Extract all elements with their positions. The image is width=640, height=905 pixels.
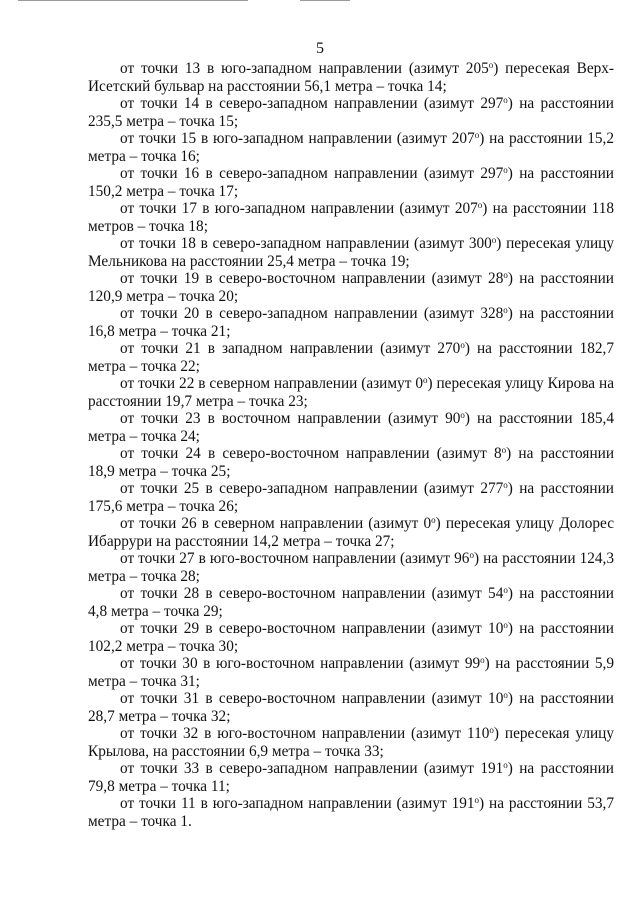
paragraph-point-17: от точки 17 в юго-западном направлении (азимут 207$^o$) на расстоянии 118 метров – точка 18; [88,200,614,235]
paragraph-point-25: от точки 25 в северо-западном направлении (азимут 277$^o$) на расстоянии 175,6 метра – точка 26; [88,480,614,515]
paragraph-point-27: от точки 27 в юго-восточном направлении (азимут 96$^o$) на расстоянии 124,3 метра – точка 28; [88,550,614,585]
paragraph-point-20: от точки 20 в северо-западном направлении (азимут 328$^o$) на расстоянии 16,8 метра – точка 21; [88,305,614,340]
paragraph-point-23: от точки 23 в восточном направлении (азимут 90$^o$) на расстоянии 185,4 метра – точка 24; [88,410,614,445]
document-body [88,60,614,830]
paragraph-point-21: от точки 21 в западном направлении (азимут 270$^o$) на расстоянии 182,7 метра – точка 22; [88,340,614,375]
paragraph-point-14: от точки 14 в северо-западном направлении (азимут 297$^o$) на расстоянии 235,5 метра – точка 15; [88,95,614,130]
paragraph-point-32: от точки 32 в юго-восточном направлении (азимут 110$^o$) пересекая улицу Крылова, на расстоянии 6,9 метра – точка 33; [88,725,614,760]
paragraph-point-30: от точки 30 в юго-восточном направлении (азимут 99$^o$) на расстоянии 5,9 метра – точка 31; [88,655,614,690]
page-number: 5 [316,40,324,57]
top-edge-rule-left [18,0,248,1]
paragraph-point-26: от точки 26 в северном направлении (азимут 0$^o$) пересекая улицу Долорес Ибаррури на расстоянии 14,2 метра – точка 27; [88,515,615,550]
paragraph-point-28: от точки 28 в северо-восточном направлении (азимут 54$^o$) на расстоянии 4,8 метра – точка 29; [88,585,614,620]
paragraph-point-29: от точки 29 в северо-восточном направлении (азимут 10$^o$) на расстоянии 102,2 метра – точка 30; [88,620,614,655]
paragraph-point-22: от точки 22 в северном направлении (азимут 0$^o$) пересекая улицу Кирова на расстоянии 19,7 метра – точка 23; [88,375,614,410]
paragraph-point-33: от точки 33 в северо-западном направлении (азимут 191$^o$) на расстоянии 79,8 метра – точка 11; [88,760,614,795]
top-edge-rule-right [300,0,350,1]
paragraph-point-19: от точки 19 в северо-восточном направлении (азимут 28$^o$) на расстоянии 120,9 метра – точка 20; [88,270,614,305]
paragraph-point-16: от точки 16 в северо-западном направлении (азимут 297$^o$) на расстоянии 150,2 метра – точка 17; [88,165,614,200]
paragraph-point-31: от точки 31 в северо-восточном направлении (азимут 10$^o$) на расстоянии 28,7 метра – точка 32; [88,690,614,725]
paragraph-point-15: от точки 15 в юго-западном направлении (азимут 207$^o$) на расстоянии 15,2 метра – точка 16; [88,130,614,165]
paragraph-point-11: от точки 11 в юго-западном направлении (азимут 191$^o$) на расстоянии 53,7 метра – точка 1. [88,795,614,830]
paragraph-point-24: от точки 24 в северо-восточном направлении (азимут 8$^o$) на расстоянии 18,9 метра – точка 25; [88,445,615,480]
paragraph-point-18: от точки 18 в северо-западном направлении (азимут 300$^o$) пересекая улицу Мельникова на расстоянии 25,4 метра – точка 19; [88,235,614,270]
paragraph-point-13: от точки 13 в юго-западном направлении (азимут 205$^o$) пересекая Верх-Исетский бульвар на расстоянии 56,1 метра – точка 14; [88,60,614,95]
